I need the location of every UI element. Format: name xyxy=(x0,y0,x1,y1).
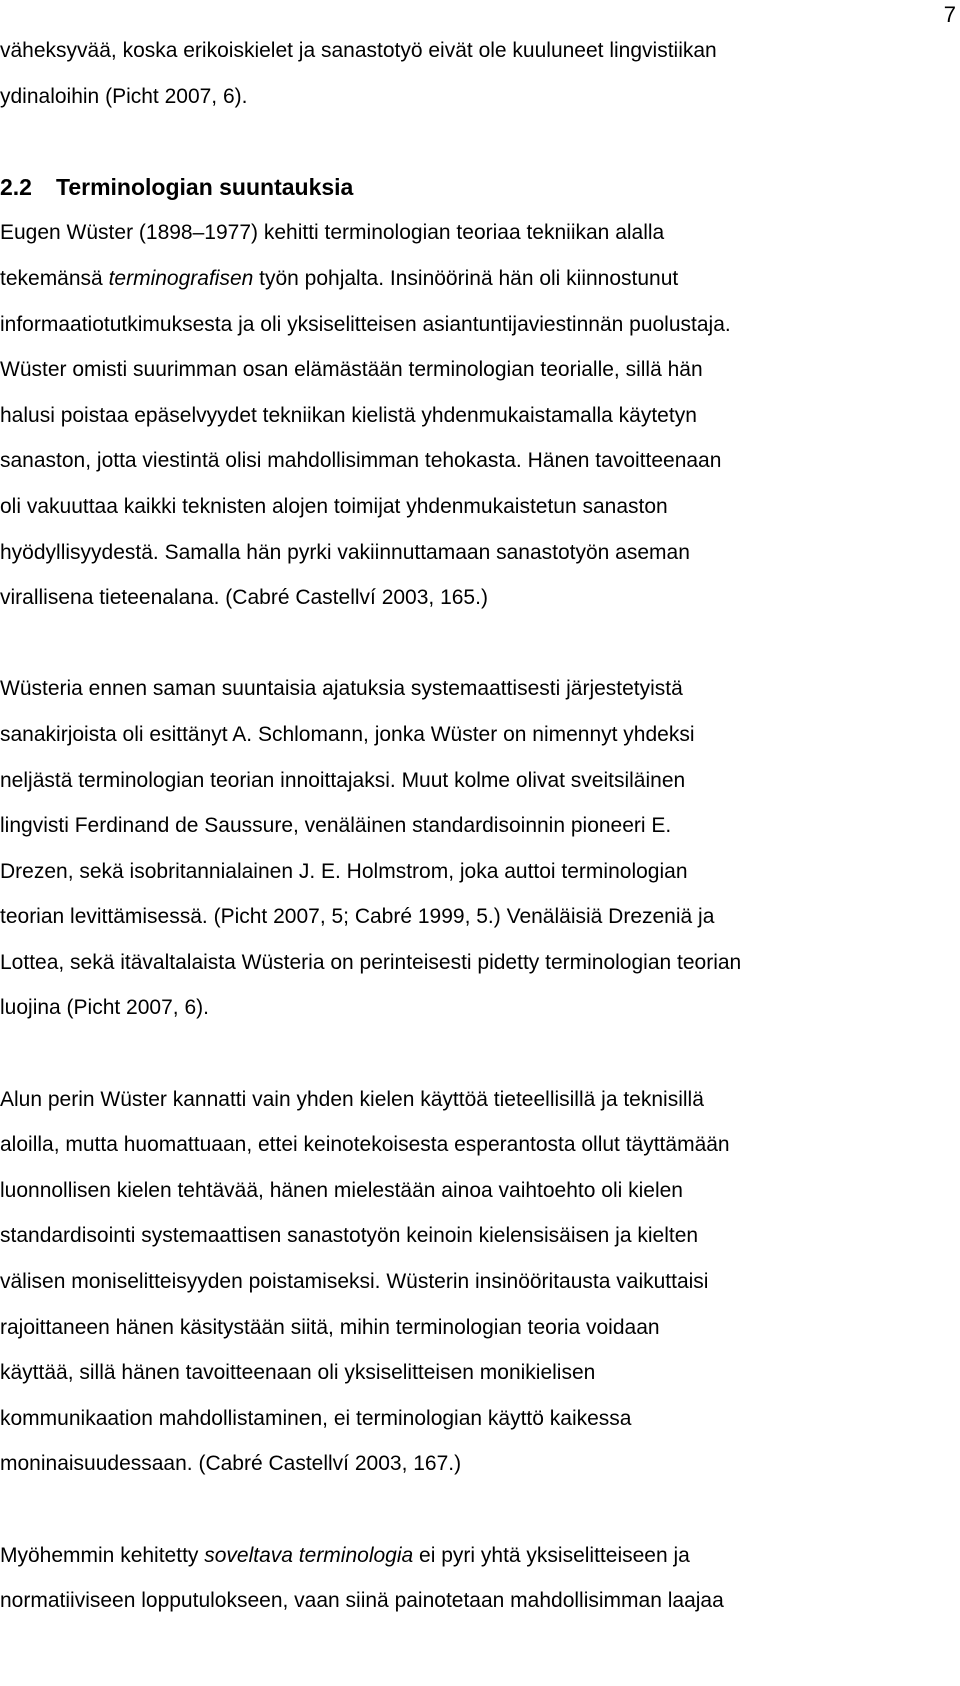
text-line: käyttää, sillä hänen tavoitteenaan oli yksiselitteisen monikielisen xyxy=(0,1361,596,1385)
section-heading xyxy=(0,165,952,211)
text-line: halusi poistaa epäselvyydet tekniikan kielistä yhdenmukaistamalla käytetyn xyxy=(0,403,697,427)
text-line xyxy=(0,256,952,302)
text-line: normatiiviseen lopputulokseen, vaan siinä painotetaan mahdollisimman laajaa xyxy=(0,1589,724,1613)
text-span: Myöhemmin kehitetty xyxy=(0,1543,205,1567)
text-line: Eugen Wüster (1898–1977) kehitti terminologian teoriaa tekniikan alalla xyxy=(0,221,665,245)
text-line: rajoittaneen hänen käsitystään siitä, mihin terminologian teoria voidaan xyxy=(0,1315,660,1339)
paragraph-gap xyxy=(0,119,952,165)
text-line: informaatiotutkimuksesta ja oli yksiselitteisen asiantuntijaviestinnän puolustaja. xyxy=(0,312,731,336)
italic-term: terminografisen xyxy=(108,266,254,290)
text-line: aloilla, mutta huomattuaan, ettei keinotekoisesta esperantosta ollut täyttämään xyxy=(0,1133,730,1157)
text-line: neljästä terminologian teorian innoittajaksi. Muut kolme olivat sveitsiläinen xyxy=(0,768,686,792)
text-line: Drezen, sekä isobritannialainen J. E. Holmstrom, joka auttoi terminologian xyxy=(0,859,688,883)
paragraph-gap xyxy=(0,621,952,667)
text-line xyxy=(0,1533,952,1579)
text-line: välisen moniselitteisyyden poistamiseksi. Wüsterin insinööritausta vaikuttaisi xyxy=(0,1270,709,1294)
text-line: standardisointi systemaattisen sanastotyön keinoin kielensisäisen ja kielten xyxy=(0,1224,699,1248)
text-line: Lottea, sekä itävaltalaista Wüsteria on perinteisesti pidetty terminologian teorian xyxy=(0,950,742,974)
page-number: 7 xyxy=(943,2,956,27)
text-line: ydinaloihin (Picht 2007, 6). xyxy=(0,84,248,108)
text-span: tekemänsä xyxy=(0,266,109,290)
text-line: väheksyvää, koska erikoiskielet ja sanastotyö eivät ole kuuluneet lingvistiikan xyxy=(0,39,717,62)
text-span: työn pohjalta. Insinöörinä hän oli kiinnostunut xyxy=(253,266,679,290)
text-line: Wüsteria ennen saman suuntaisia ajatuksia systemaattisesti järjestetyistä xyxy=(0,677,683,701)
text-line: Alun perin Wüster kannatti vain yhden kielen käyttöä tieteellisillä ja teknisillä xyxy=(0,1087,704,1111)
document-body xyxy=(0,28,952,1624)
text-line: Wüster omisti suurimman osan elämästään terminologian teorialle, sillä hän xyxy=(0,358,703,382)
section-number: 2.2 xyxy=(0,173,32,200)
paragraph-gap xyxy=(0,1031,952,1077)
italic-term: soveltava terminologia xyxy=(204,1543,414,1567)
text-line: kommunikaation mahdollistaminen, ei terminologian käyttö kaikessa xyxy=(0,1406,632,1430)
text-line: sanakirjoista oli esittänyt A. Schlomann, jonka Wüster on nimennyt yhdeksi xyxy=(0,722,695,746)
text-line: luonnollisen kielen tehtävää, hänen mielestään ainoa vaihtoehto oli kielen xyxy=(0,1178,683,1202)
text-line: teorian levittämisessä. (Picht 2007, 5; Cabré 1999, 5.) Venäläisiä Drezeniä ja xyxy=(0,905,715,929)
text-line: lingvisti Ferdinand de Saussure, venäläinen standardisoinnin pioneeri E. xyxy=(0,814,672,838)
text-line: luojina (Picht 2007, 6). xyxy=(0,996,209,1020)
text-line: oli vakuuttaa kaikki teknisten alojen toimijat yhdenmukaistetun sanaston xyxy=(0,494,668,518)
text-line: moninaisuudessaan. (Cabré Castellví 2003, 167.) xyxy=(0,1452,462,1476)
section-title: Terminologian suuntauksia xyxy=(56,173,354,200)
paragraph-gap xyxy=(0,1487,952,1533)
text-line: virallisena tieteenalana. (Cabré Castellví 2003, 165.) xyxy=(0,586,488,610)
text-span: ei pyri yhtä yksiselitteiseen ja xyxy=(413,1543,690,1567)
text-line: sanaston, jotta viestintä olisi mahdollisimman tehokasta. Hänen tavoitteenaan xyxy=(0,449,722,473)
text-line: hyödyllisyydestä. Samalla hän pyrki vakiinnuttamaan sanastotyön aseman xyxy=(0,540,690,564)
